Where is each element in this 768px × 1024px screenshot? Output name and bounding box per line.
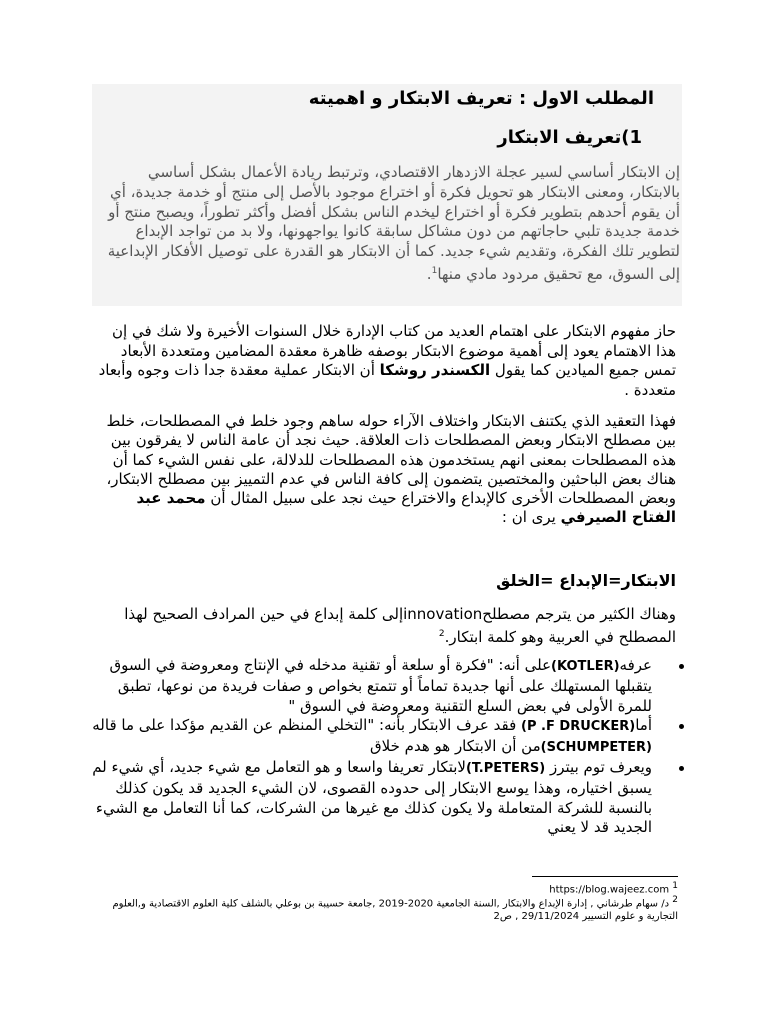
definition-term: (P .F DRUCKER) xyxy=(521,719,636,735)
paragraph-1 xyxy=(92,322,676,400)
definition-term: (T.PETERS) xyxy=(465,760,546,776)
paragraph-1-text-end: أن الابتكار عملية معقدة جدا ذات وجوه وأبعاد متعددة . xyxy=(98,361,676,399)
paragraph-3-text-end: إلى كلمة إبداع في حين المرادف الصحيح لهذا المصطلح في العربية وهو كلمة ابتكار. xyxy=(124,605,676,646)
definition-text: لابتكار تعريفا واسعا و هو التعامل مع شيء جديد، أي شيء لم يسبق اختياره، وهذا يوسع الابتكار إلى حدوده القصوى، لان الشيء الجديد قد يكون كذلك بالنسبة للشركة المتعاملة ولا يكون كذلك مع غيرها من الشركات، كما أنا التعامل مع الشيء الجديد قد لا يعني xyxy=(92,757,652,837)
definition-text: ويعرف توم بيترز xyxy=(550,757,652,776)
paragraph-3-latin: innovation xyxy=(403,605,483,623)
footnote-text: د/ سهام طرشاني , إدارة الإبداع والابتكار ,السنة الجامعية 2020-2019 ,جامعة حسيبة بن بوعلي بالشلف كلية العلوم الاقتصادية و,العلوم التجارية و علوم التسيير 29/11/2024 , ص2 xyxy=(112,898,678,923)
footnote-ref-1[interactable]: 1 xyxy=(431,265,438,276)
definition-text: من أن الابتكار هو هدم خلاق xyxy=(370,737,541,756)
definition-term: (KOTLER) xyxy=(551,659,620,674)
paragraph-2 xyxy=(92,412,676,528)
paragraph-2-text: فهذا التعقيد الذي يكتنف الابتكار واختلاف الآراء حوله ساهم وجود خلط في المصطلحات، خلط بين مصطلح الابتكار وبعض المصطلحات ذات العلاقة. حيث نجد أن عامة الناس لا يفرقون بين هذه المصطلحات بمعنى انهم يستخدمون هذه المصطلحات للدلالة، على نفس الشيء كما أن هناك بعض الباحثين والمختصين يتضمون إلى كافة الناس في عدم التمييز بين مصطلح الابتكار، وبعض المصطلحات الأخرى كالإبداع والاختراع حيث نجد على سبيل المثال أن xyxy=(106,412,676,508)
footnote-2 xyxy=(92,894,678,923)
definition-text: أما xyxy=(635,716,652,735)
subsection-number: 1) xyxy=(621,127,642,148)
intro-text: إن الابتكار أساسي لسير عجلة الازدهار الاقتصادي، وترتبط ريادة الأعمال بشكل أساسي بالابتكار، ومعنى الابتكار هو تحويل فكرة أو اختراع موجود بالأصل إلى منتج أو خدمة جديدة، أي أن يقوم أحدهم بتطوير فكرة أو اختراع ليخدم الناس بشكل أفضل وأكثر تطوراً، ويصبح منتج أو خدمة جديدة تلبي حاجاتهم من دون مشاكل سابقة كانوا يواجهونها، ولا بد من تواجد الإبداع لتطوير تلك الفكرة، وتقديم شيء جديد. كما أن الابتكار هو القدرة على توصيل الأفكار الإبداعية إلى السوق، مع تحقيق مردود مادي منها xyxy=(107,163,680,283)
subsection-title xyxy=(98,125,682,151)
subsection-title-text: تعريف الابتكار xyxy=(497,127,622,148)
definition-text: عرفه xyxy=(619,656,652,674)
section-title: المطلب الاول : تعريف الابتكار و اهميته xyxy=(308,88,654,109)
paragraph-1-text: حاز مفهوم الابتكار على اهتمام العديد من كتاب الإدارة خلال السنوات الأخيرة ولا شك في إن هذا الاهتمام يعود إلى أهمية موضوع الابتكار بوصفه ظاهرة معقدة المضامين ومتعددة الأبعاد تمس جميع الميادين كما يقول xyxy=(112,322,676,379)
list-item xyxy=(92,716,676,758)
equation-heading: الابتكار=الإبداع =الخلق xyxy=(496,571,676,590)
definition-text: على أنه: "فكرة أو سلعة أو تقنية مدخله في الإنتاج ومعروضة في السوق يتقبلها المستهلك على أنها جديدة تماماً أو تتمتع بخواص و صفات فريدة من نوعها، تطبق للمرة الأولى في بعض السلع التقنية ومعروضة في السوق " xyxy=(109,656,652,715)
definition-text: فقد عرف الابتكار بأنه: "التخلي المنظم عن القديم مؤكدا على ما قاله xyxy=(92,716,517,735)
footnote-separator xyxy=(532,876,678,877)
paragraph-1-bold: الكسندر روشكا xyxy=(379,361,491,379)
list-item xyxy=(92,758,676,838)
list-item xyxy=(92,656,676,716)
paragraph-3 xyxy=(92,604,676,647)
footnote-link[interactable]: https://blog.wajeez.com xyxy=(549,884,670,896)
footnote-ref-2[interactable]: 2 xyxy=(438,629,445,639)
paragraph-2-text-end: يرى ان : xyxy=(501,508,556,527)
paragraph-2-bold: محمد عبد الفتاح الصيرفي xyxy=(136,489,676,527)
intro-paragraph xyxy=(98,163,680,285)
definition-term: (SCHUMPETER) xyxy=(540,740,652,756)
footnote-number: 2 xyxy=(672,895,678,905)
footnote-number: 1 xyxy=(672,881,678,891)
paragraph-3-text: وهناك الكثير من يترجم مصطلح xyxy=(482,605,676,623)
intro-end: . xyxy=(426,264,432,283)
definitions-list xyxy=(92,656,676,838)
